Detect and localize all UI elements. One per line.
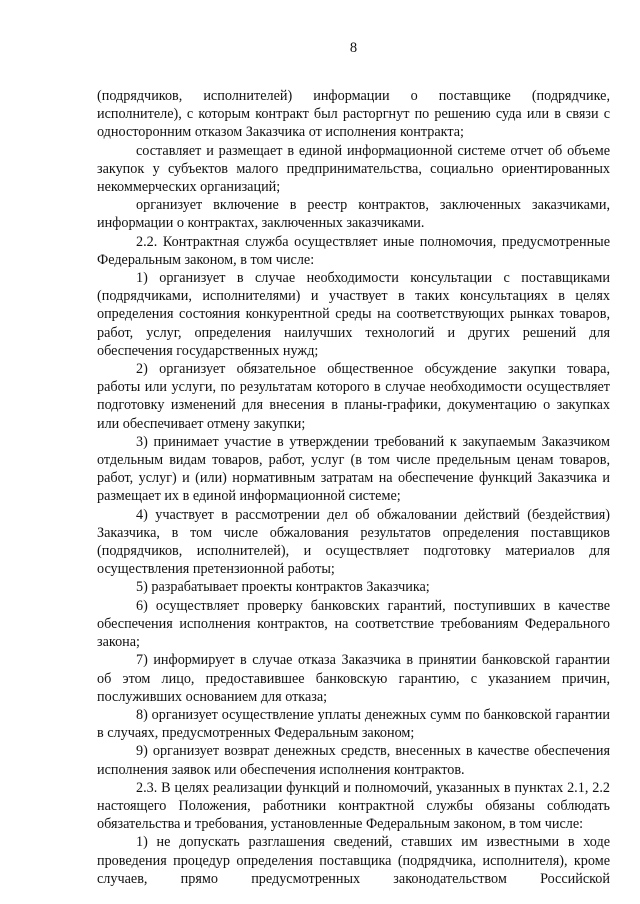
section-heading-paragraph: 2.2. Контрактная служба осуществляет иные полномочия, предусмотренные Федеральным законом, в том числе: (97, 233, 610, 268)
page-number: 8 (349, 40, 358, 56)
list-item: 1) не допускать разглашения сведений, ставших им известными в ходе проведения процедур определения поставщика (подрядчика, исполнителя), кроме случаев, прямо предусмотренных законодательством Российской (97, 834, 610, 887)
document-body (97, 87, 610, 888)
list-item: 8) организует осуществление уплаты денежных сумм по банковской гарантии в случаях, предусмотренных Федеральным законом; (97, 706, 610, 742)
list-item: 9) организует возврат денежных средств, внесенных в качестве обеспечения исполнения заявок или обеспечения исполнения контрактов. (97, 743, 610, 778)
paragraph: составляет и размещает в единой информационной системе отчет об объеме закупок у субъектов малого предпринимательства, социально ориентированных некоммерческих организаций; (97, 142, 610, 196)
paragraph-continuation: (подрядчиков, исполнителей) информации о поставщике (подрядчике, исполнителе), с которым контракт был расторгнут по решению суда или в связи с односторонним отказом Заказчика от исполнения контракта; (97, 88, 610, 141)
list-item: 6) осуществляет проверку банковских гарантий, поступивших в качестве обеспечения исполнения контрактов, на соответствие требованиям Федерального закона; (97, 597, 610, 651)
list-item: 4) участвует в рассмотрении дел об обжаловании действий (бездействия) Заказчика, в том числе обжалования результатов определения поставщиков (подрядчиков, исполнителей), и осуществляет подготовку материалов для осуществления претензионной работы; (97, 506, 610, 578)
list-item: 1) организует в случае необходимости консультации с поставщиками (подрядчиками, исполнителями) и участвует в таких консультациях в целях определения состояния конкурентной среды на соответствующих рынках товаров, работ, услуг, определения наилучших технологий и других решений для обеспечения государственных нужд; (97, 270, 610, 359)
paragraph: организует включение в реестр контрактов, заключенных заказчиками, информации о контрактах, заключенных заказчиками. (97, 197, 610, 232)
list-item: 3) принимает участие в утверждении требований к закупаемым Заказчиком отдельным видам товаров, работ, услуг (в том числе предельным ценам товаров, работ, услуг) и (или) нормативным затратам на обеспечение функций Заказчика и размещает их в единой информационной системе; (97, 433, 610, 505)
list-item: 2) организует обязательное общественное обсуждение закупки товара, работы или услуги, по результатам которого в случае необходимости осуществляет подготовку изменений для внесения в планы-графики, документацию о закупках или обеспечивает отмену закупки; (97, 361, 610, 432)
list-item: 7) информирует в случае отказа Заказчика в принятии банковской гарантии об этом лицо, предоставившее банковскую гарантию, с указанием причин, послуживших основанием для отказа; (97, 652, 610, 705)
section-heading-paragraph: 2.3. В целях реализации функций и полномочий, указанных в пунктах 2.1, 2.2 настоящего Положения, работники контрактной службы обязаны соблюдать обязательства и требования, установленные Федеральным законом, в том числе: (97, 779, 610, 833)
list-item: 5) разрабатывает проекты контрактов Заказчика; (136, 579, 430, 596)
